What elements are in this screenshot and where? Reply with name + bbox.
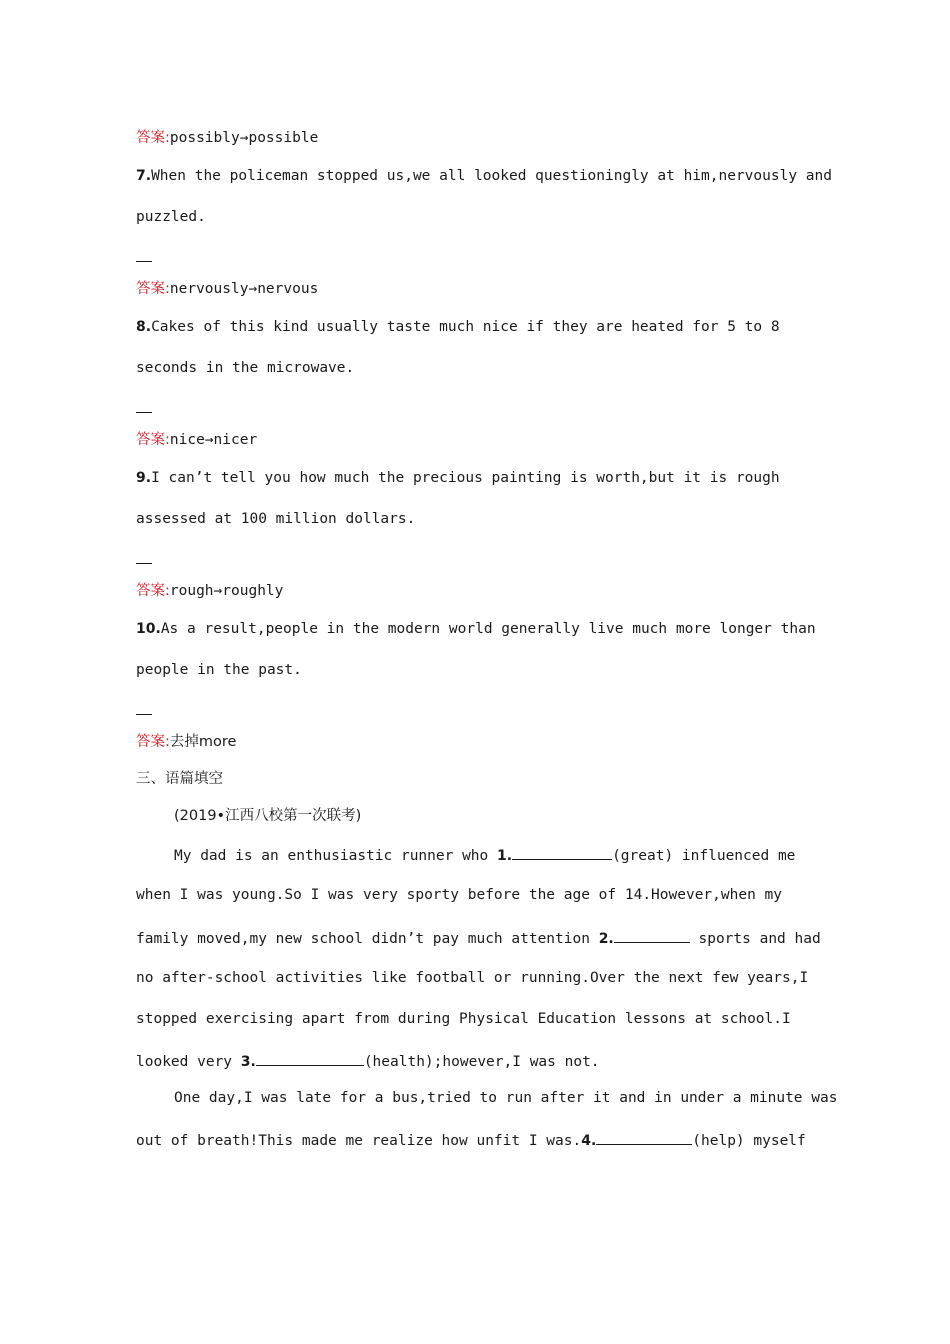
blank-number: 1. [497, 848, 513, 864]
answer-6 [136, 128, 318, 148]
answer-blank-7 [136, 261, 152, 262]
question-10-line-2: people in the past. [136, 662, 302, 678]
question-text: Cakes of this kind usually taste much nice if they are heated for 5 to 8 [151, 319, 780, 335]
answer-text: nice→nicer [169, 432, 258, 448]
question-7-line-2: puzzled. [136, 209, 206, 225]
answer-8 [136, 430, 257, 450]
blank-1[interactable] [512, 844, 612, 860]
question-8-line-2: seconds in the microwave. [136, 360, 355, 376]
passage-text: family moved,my new school didn’t pay much attention [136, 931, 599, 947]
answer-7 [136, 279, 318, 299]
answer-blank-8 [136, 412, 152, 413]
answer-text: rough→roughly [169, 583, 284, 599]
passage-line: no after-school activities like football or running.Over the next few years,I [136, 970, 809, 986]
question-number: 10. [136, 621, 161, 637]
passage-line [136, 1050, 600, 1072]
source-citation: (2019•江西八校第一次联考) [174, 808, 362, 824]
passage-line [174, 844, 795, 866]
question-number: 8. [136, 319, 152, 335]
question-9-line-1 [136, 468, 780, 488]
blank-number: 2. [598, 931, 614, 947]
blank-number: 4. [581, 1133, 597, 1149]
passage-text: (help) myself [692, 1133, 806, 1149]
passage-text: (health);however,I was not. [363, 1054, 600, 1070]
passage-line: stopped exercising apart from during Physical Education lessons at school.I [136, 1011, 791, 1027]
answer-label: 答案: [136, 281, 170, 297]
question-9-line-2: assessed at 100 million dollars. [136, 511, 416, 527]
question-text: I can’t tell you how much the precious painting is worth,but it is rough [151, 470, 780, 486]
passage-text: (great) influenced me [612, 848, 796, 864]
answer-text: nervously→nervous [169, 281, 319, 297]
answer-label: 答案: [136, 130, 170, 146]
answer-label: 答案: [136, 583, 170, 599]
blank-2[interactable] [614, 927, 690, 943]
answer-label: 答案: [136, 734, 170, 750]
passage-text: looked very [136, 1054, 241, 1070]
answer-blank-10 [136, 714, 152, 715]
question-text: As a result,people in the modern world generally live much more longer than [160, 621, 816, 637]
question-7-line-1 [136, 166, 832, 186]
passage-text: My dad is an enthusiastic runner who [174, 848, 498, 864]
passage-line [136, 927, 821, 949]
answer-text: 去掉more [169, 734, 237, 750]
blank-3[interactable] [256, 1050, 364, 1066]
question-text: When the policeman stopped us,we all looked questioningly at him,nervously and [151, 168, 832, 184]
question-8-line-1 [136, 317, 780, 337]
answer-label: 答案: [136, 432, 170, 448]
blank-4[interactable] [596, 1129, 692, 1145]
blank-number: 3. [240, 1054, 256, 1070]
passage-text: out of breath!This made me realize how unfit I was. [136, 1133, 582, 1149]
passage-line [136, 1129, 806, 1151]
answer-text: possibly→possible [169, 130, 319, 146]
question-number: 9. [136, 470, 152, 486]
passage-line: One day,I was late for a bus,tried to run after it and in under a minute was [174, 1090, 838, 1106]
question-number: 7. [136, 168, 152, 184]
answer-blank-9 [136, 563, 152, 564]
section-title: 三、语篇填空 [136, 771, 223, 787]
answer-10 [136, 732, 236, 752]
question-10-line-1 [136, 619, 816, 639]
answer-9 [136, 581, 283, 601]
passage-line: when I was young.So I was very sporty before the age of 14.However,when my [136, 887, 783, 903]
passage-text: sports and had [689, 931, 821, 947]
